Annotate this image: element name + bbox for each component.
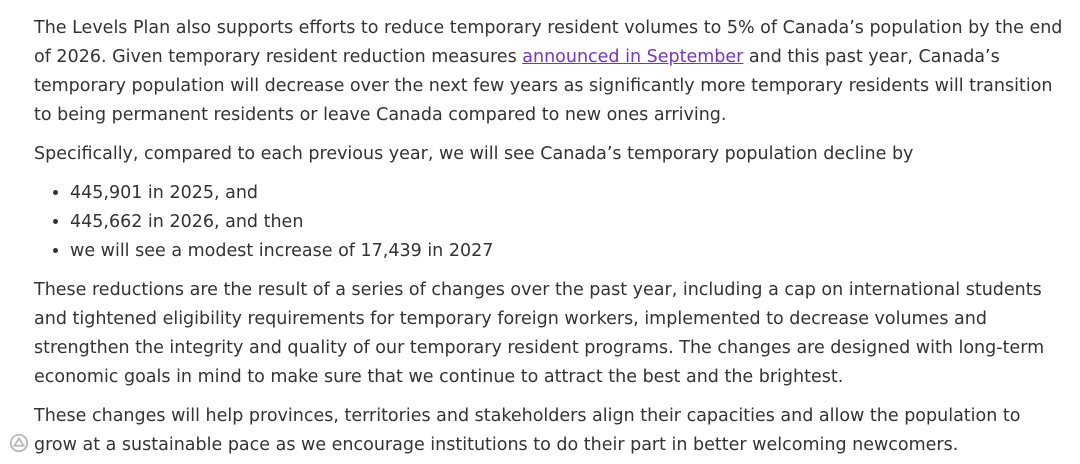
paragraph-levels-plan <box>34 14 1064 130</box>
article-body <box>34 14 1064 464</box>
paragraph-reductions: These reductions are the result of a series of changes over the past year, including a cap on international students and tightened eligibility requirements for temporary foreign workers, implemented to decrease volumes and strengthen the integrity and quality of our temporary resident programs. The changes are designed with long-term economic goals in mind to make sure that we continue to attract the best and the brightest. <box>34 280 1045 387</box>
paragraph-specifically: Specifically, compared to each previous year, we will see Canada’s temporary population decline by <box>34 144 914 164</box>
watermark <box>8 430 30 456</box>
list-item: • we will see a modest increase of 17,439 in 2027 <box>70 237 1064 266</box>
announced-in-september-link[interactable]: announced in September <box>522 47 744 67</box>
list-item: • 445,662 in 2026, and then <box>70 208 1064 237</box>
paragraph-levels-plan-text-end: and this past year, Canada’s temporary population will decrease over the next few years as significantly more temporary residents will transition to being permanent residents or leave Canada compared to new ones arriving. <box>34 47 1053 125</box>
decline-list <box>34 179 1064 266</box>
watermark-logo-icon <box>8 432 30 454</box>
paragraph-levels-plan-text-start: The Levels Plan also supports efforts to reduce temporary resident volumes to 5% of Canada’s population by the end of 2026. Given temporary resident reduction measures <box>34 18 1063 67</box>
list-item: • 445,901 in 2025, and <box>70 179 1064 208</box>
paragraph-changes: These changes will help provinces, territories and stakeholders align their capacities and allow the population to grow at a sustainable pace as we encourage institutions to do their part in better welcoming newcomers. <box>34 406 1021 455</box>
